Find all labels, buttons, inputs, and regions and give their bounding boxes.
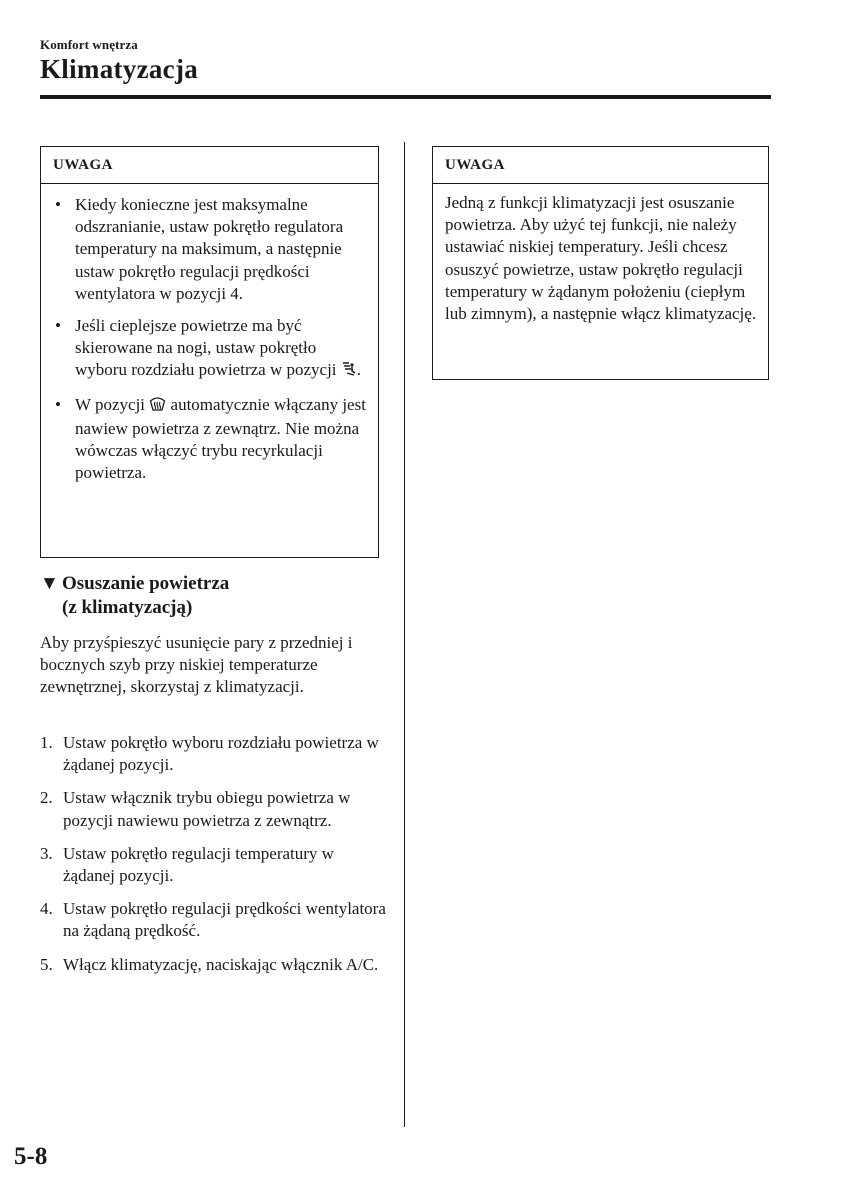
step-text: Ustaw pokrętło regulacji prędkości wentylatora na żądaną prędkość. [63, 899, 386, 941]
note-item [53, 194, 368, 305]
step-item [40, 898, 390, 942]
note-item-text-end: . [356, 360, 362, 380]
note-heading: UWAGA [433, 147, 768, 184]
step-number: 3. [40, 843, 53, 863]
section-heading [40, 572, 390, 620]
step-text: Ustaw pokrętło wyboru rozdziału powietrza w żądanej pozycji. [63, 733, 379, 775]
bullet-icon: • [55, 394, 61, 414]
note-heading: UWAGA [41, 147, 378, 184]
note-list [41, 184, 378, 484]
note-item-text: Jeśli cieplejsze powietrze ma być skierowane na nogi, ustaw pokrętło wyboru rozdziału powietrza w pozycji [75, 316, 341, 380]
triangle-marker-icon: ▼ [40, 573, 59, 594]
bullet-icon: • [55, 316, 61, 336]
windshield-defrost-icon [149, 396, 166, 418]
note-box-right [432, 146, 769, 380]
step-number: 2. [40, 788, 53, 808]
title-rule [40, 95, 771, 99]
step-item [40, 787, 390, 831]
step-number: 1. [40, 733, 53, 752]
step-item [40, 732, 390, 776]
step-item [40, 954, 390, 976]
section-heading-line1: Osuszanie powietrza [62, 573, 230, 594]
step-text: Ustaw pokrętło regulacji temperatury w żądanej pozycji. [63, 843, 334, 886]
column-divider [404, 142, 405, 1127]
note-text: Jedną z funkcji klimatyzacji jest osuszanie powietrza. Aby użyć tej funkcji, nie należy ustawiać niskiej temperatury. Jeśli chcesz osuszyć powietrze, ustaw pokrętło regulacji temperatury w żądanym położeniu (ciepłym lub zimnym), a następnie włącz klimatyzację. [445, 193, 757, 324]
page-title: Klimatyzacja [40, 54, 199, 84]
section-heading-line2: (z klimatyzacją) [62, 597, 193, 618]
bullet-icon: • [55, 195, 61, 214]
step-number: 5. [40, 954, 53, 974]
note-item-text: Kiedy konieczne jest maksymalne odszranianie, ustaw pokrętło regulatora temperatury na maksimum, a następnie ustaw pokrętło regulacji prędkości wentylatora w pozycji 4. [75, 195, 344, 303]
page-number: 5-8 [14, 1143, 48, 1170]
note-item [53, 315, 368, 384]
steps-list [40, 732, 390, 987]
note-item [53, 394, 368, 485]
note-item-text: W pozycji [75, 394, 150, 414]
floor-defrost-icon [341, 361, 357, 383]
step-text: Ustaw włącznik trybu obiegu powietrza w pozycji nawiewu powietrza z zewnątrz. [63, 788, 351, 830]
step-item [40, 843, 390, 887]
intro-paragraph: Aby przyśpieszyć usunięcie pary z przedniej i bocznych szyb przy niskiej temperaturze zewnętrznej, skorzystaj z klimatyzacji. [40, 633, 353, 697]
step-number: 4. [40, 899, 53, 919]
section-label: Komfort wnętrza [40, 37, 138, 52]
note-box-left [40, 146, 379, 558]
step-text: Włącz klimatyzację, naciskając włącznik A/C. [63, 954, 379, 974]
note-item-text-end: automatycznie włączany jest nawiew powietrza z zewnątrz. Nie można wówczas włączyć trybu recyrkulacji powietrza. [75, 394, 366, 483]
